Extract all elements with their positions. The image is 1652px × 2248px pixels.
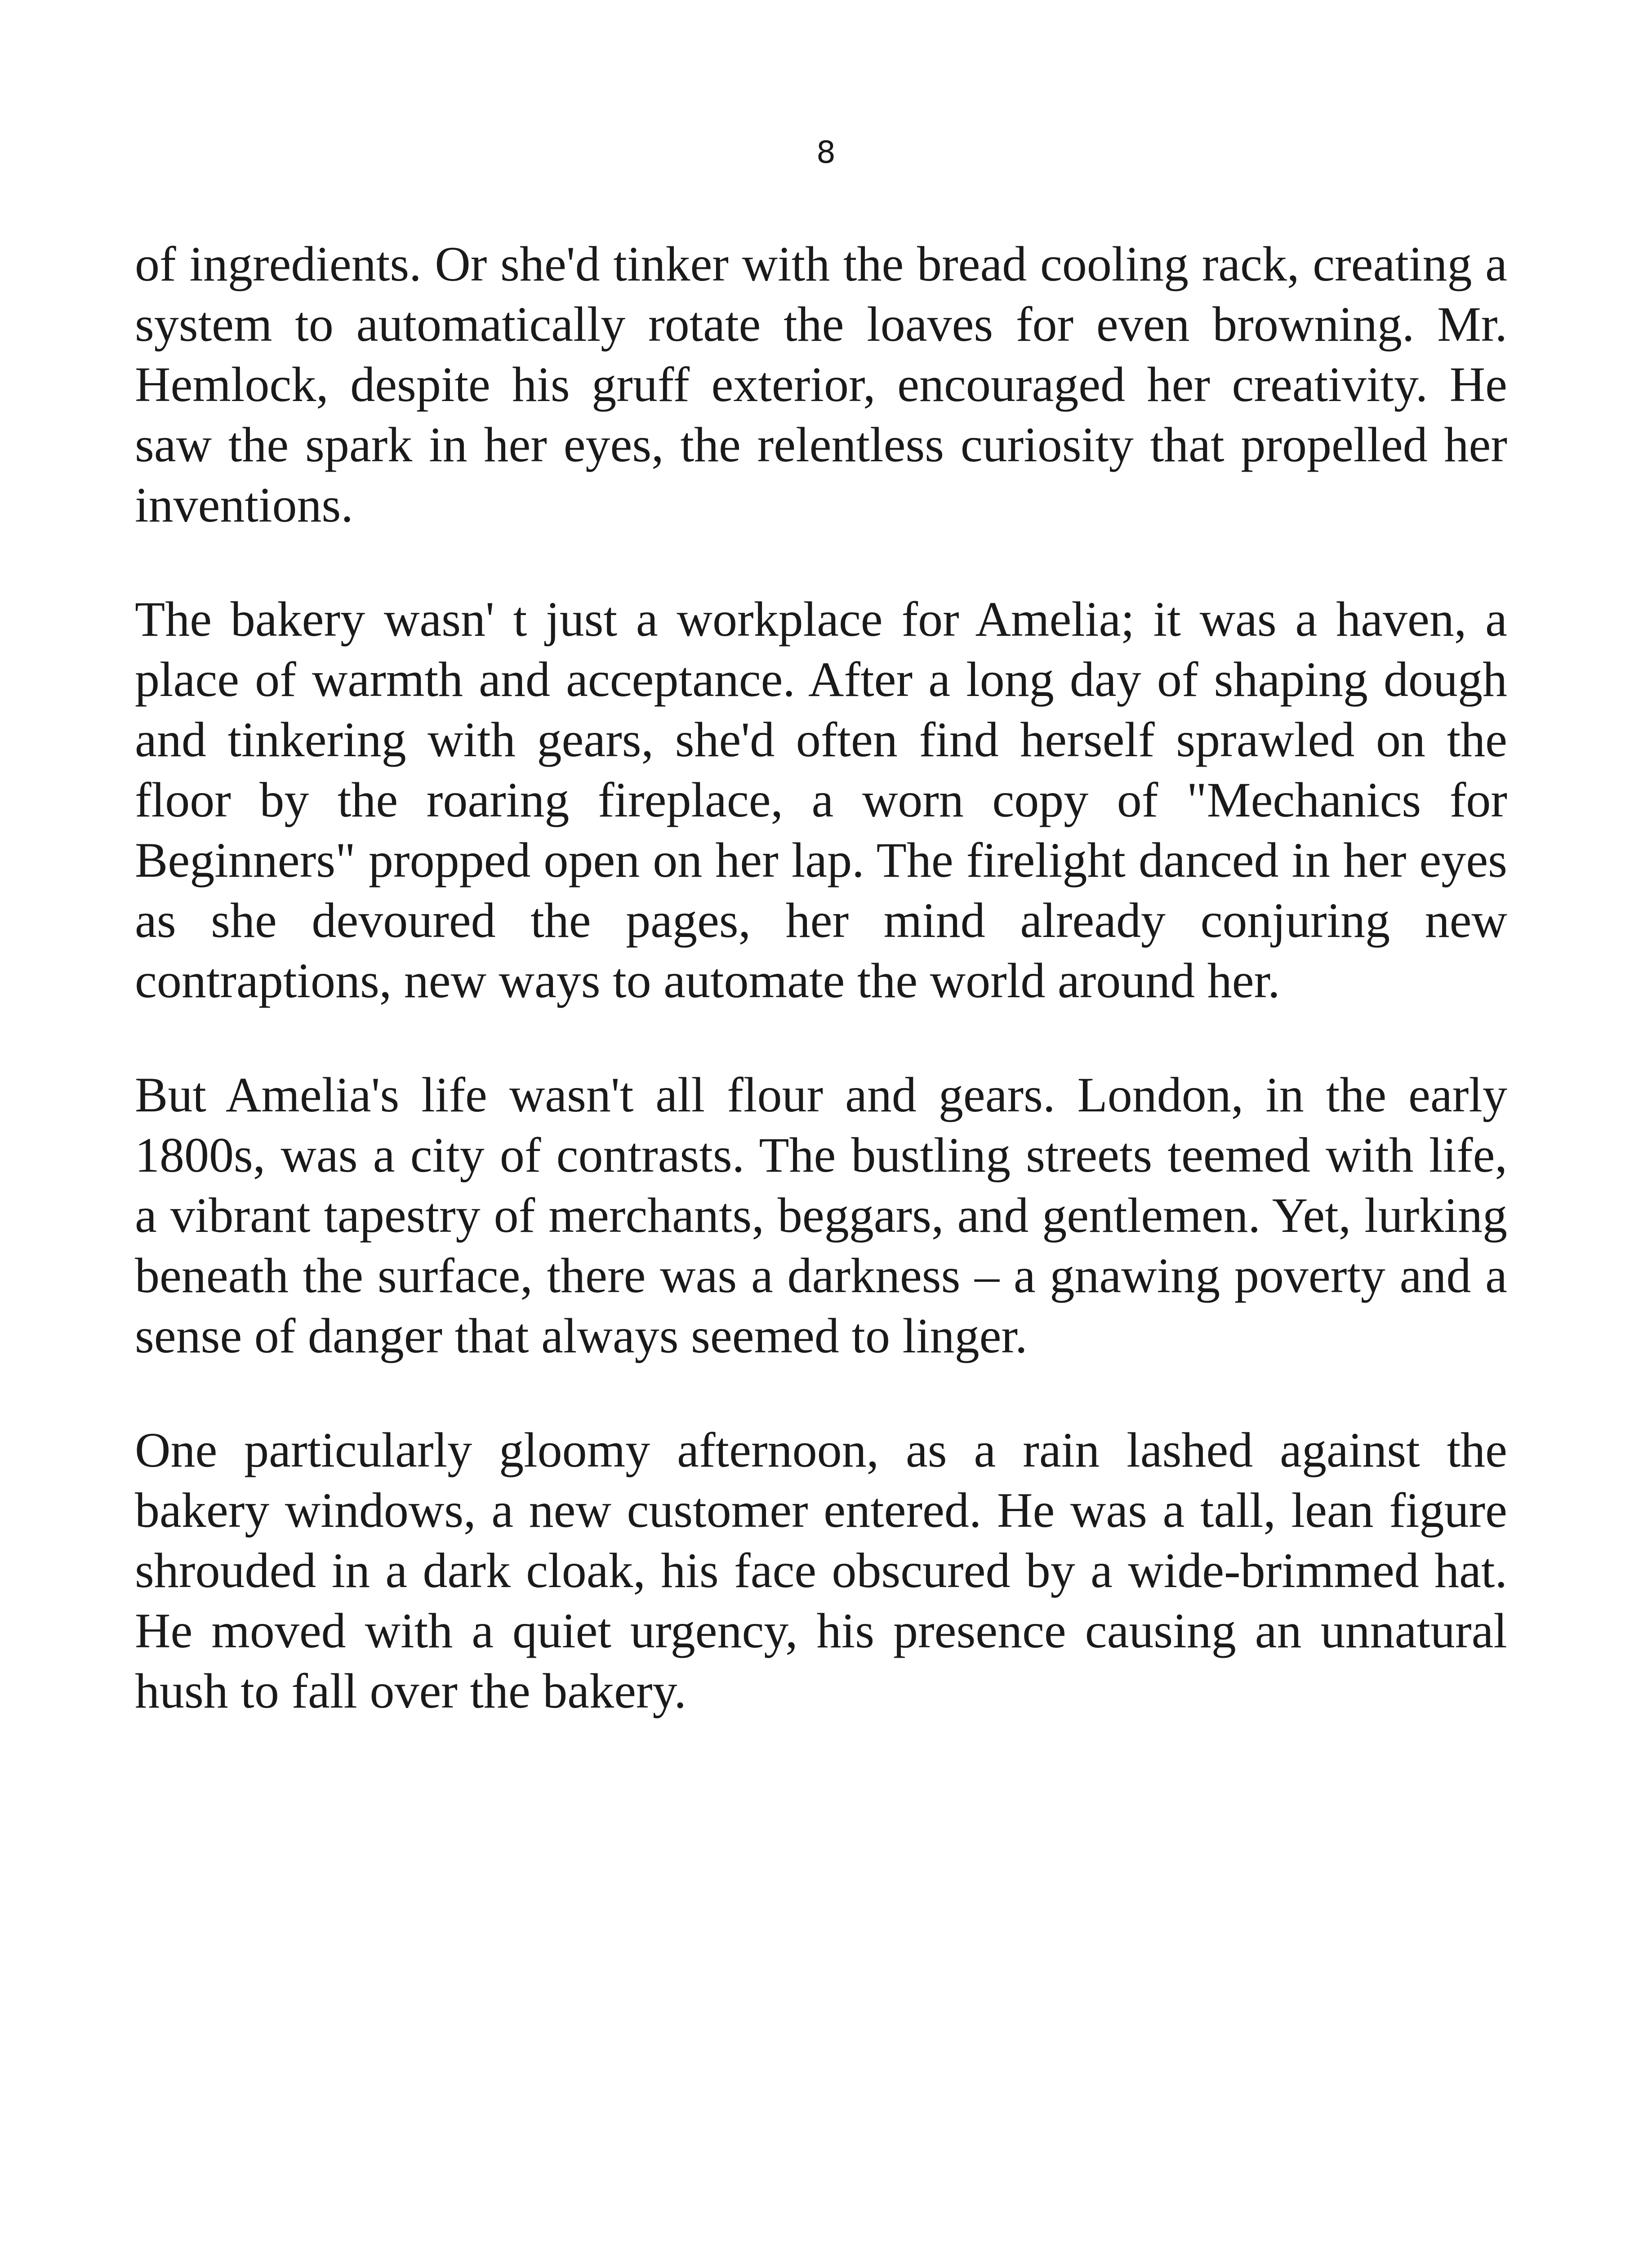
paragraph: One particularly gloomy afternoon, as a rain lashed against the bakery windows, a new customer entered. He was a tall, lean figure shrouded in a dark cloak, his face obscured by a wide-brimmed hat. He moved with a quiet urgency, his presence causing an unnatural hush to fall over the bakery. <box>135 1423 1507 1718</box>
paragraph: But Amelia's life wasn't all flour and gears. London, in the early 1800s, was a city of contrasts. The bustling streets teemed with life, a vibrant tapestry of merchants, beggars, and gentlemen. Yet, lurking beneath the surface, there was a darkness – a gnawing poverty and a sense of danger that always seemed to linger. <box>135 1067 1507 1363</box>
page-number: 8 <box>816 135 836 170</box>
body-text <box>135 234 1507 1775</box>
paragraph: The bakery wasn' t just a workplace for Amelia; it was a haven, a place of warmth and acceptance. After a long day of shaping dough and tinkering with gears, she'd often find herself sprawled on the floor by the roaring fireplace, a worn copy of "Mechanics for Beginners" propped open on her lap. The firelight danced in her eyes as she devoured the pages, her mind already conjuring new contraptions, new ways to automate the world around her. <box>135 592 1507 1008</box>
paragraph: of ingredients. Or she'd tinker with the bread cooling rack, creating a system to automatically rotate the loaves for even browning. Mr. Hemlock, despite his gruff exterior, encouraged her creativity. He saw the spark in her eyes, the relentless curiosity that propelled her inventions. <box>135 236 1507 532</box>
